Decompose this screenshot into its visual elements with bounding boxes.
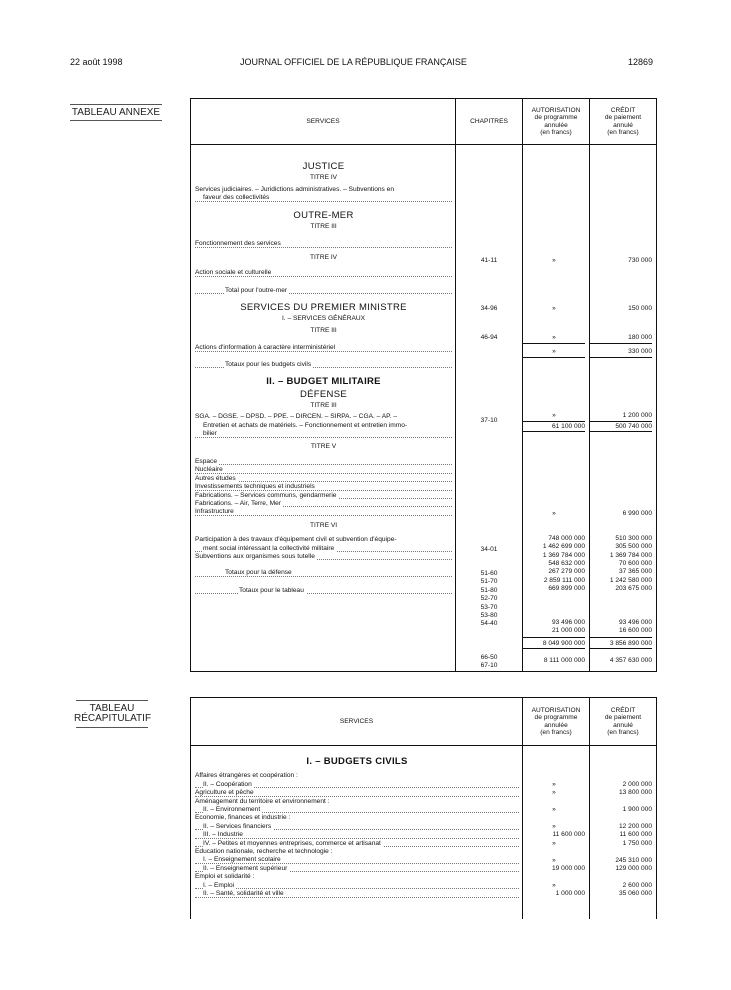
- annexe-services-col: JUSTICE TITRE IV Services judiciaires. – Juridictions administratives. – Subventions en faveur des collectivités OUTRE-MER TITRE III Fonctionnement des services TITRE IV Action sociale et culturelle Total pour l'outre-mer SERVICES DU PREMIER MINISTRE I. – SERVICES GÉNÉRAUX TITRE III Actions d'information à caractère interministériel Totaux pour les budgets civils II. – BUDGET MILITAIRE DÉFENSE TITRE III SGA. – DGSE. – DPSD. – PPE. – DIRCEN. – SIRPA. – CGA. – AP. – Entretien et achats de matériels. – Fonctionnement et entretien immo- bilier TITRE V Espace Nucléaire Autres études Investissements techniques et industriels Fabrications. – Services communs, gendarmerie Fabrications. – Air, Terre, Mer Infrastructure TITRE VI Participation à des travaux d'équipement civil et subvention d'équipe- ment social intéressant la collectivité militaire Subventions aux organismes sous tutelle Totaux pour la défense Totaux pour le tableau: [191, 145, 456, 672]
- recap-table: [190, 697, 657, 919]
- list-item: II. – Coopération: [195, 781, 519, 789]
- list-item: Fabrications. – Services communs, gendarmerie: [195, 492, 452, 500]
- annexe-side-rule-bottom: [70, 120, 162, 121]
- page-date: 22 août 1998: [70, 57, 123, 67]
- list-item: Espace: [195, 458, 452, 466]
- recap-autorisation-col: » » » » 11 600 000 » » 19 000 000 » 1 000 000: [523, 746, 590, 919]
- page-number: 12869: [628, 57, 654, 67]
- annexe-body-row: [191, 145, 657, 672]
- list-item: Fabrications. – Air, Terre, Mer: [195, 500, 452, 508]
- recap-credit-col: 2 000 000 13 800 000 1 900 000 12 200 000 11 600 000 1 750 000 245 310 000 129 000 000 2 600 000 35 060 000: [590, 746, 657, 919]
- list-item: II. – Santé, solidarité et ville: [195, 890, 519, 898]
- list-item: Autres études: [195, 475, 452, 483]
- list-item: II. – Services financiers: [195, 823, 519, 831]
- recap-col-credit: CRÉDIT de paiement annulé (en francs): [590, 698, 657, 746]
- recap-col-services: SERVICES: [191, 698, 523, 746]
- list-item: I. – Enseignement scolaire: [195, 856, 519, 864]
- list-item: Infrastructure: [195, 508, 452, 516]
- annexe-autorisation-col: » » » » » 61 100 000 » 748 000 000 1 462 699 000 1 369 784 000 548 632 000 267 279 000 2 859 111 000 669 899 000 93 496 000 21 000 000 8 049 900 000 8 111 000 000: [523, 145, 590, 672]
- annexe-table: [190, 98, 657, 672]
- list-item: I. – Emploi: [195, 882, 519, 890]
- col-credit: CRÉDIT de paiement annulé (en francs): [590, 99, 657, 145]
- recap-col-autorisation: AUTORISATION de programme annulée (en francs): [523, 698, 590, 746]
- list-item: Investissements techniques et industriels: [195, 483, 452, 491]
- annexe-header-row: [191, 99, 657, 145]
- recap-body-row: [191, 746, 657, 919]
- section-outremer: OUTRE-MER: [293, 209, 354, 221]
- recap-header-row: [191, 698, 657, 746]
- annexe-chapitres-col: 41-11 34-96 46-94 37-10 34-01 51-60 51-70 51-80 52-70 53-70 53-80 54-40 66-50 67-10: [456, 145, 523, 672]
- annexe-credit-col: 730 000 150 000 180 000 330 000 1 200 000 500 740 000 6 990 000 510 300 000 305 500 000 1 369 784 000 70 600 000 37 365 000 1 242 580 000 203 675 000 93 496 000 16 600 000 3 856 890 000 4 357 630 000: [590, 145, 657, 672]
- section-justice: JUSTICE: [302, 161, 345, 172]
- section-budget-militaire: II. – BUDGET MILITAIRE: [266, 376, 381, 388]
- col-services: SERVICES: [191, 99, 456, 145]
- list-item: Agriculture et pêche: [195, 789, 519, 797]
- list-item: II. – Environnement: [195, 806, 519, 814]
- annexe-side-rule-top: [70, 104, 162, 105]
- recap-side-label-2: RÉCAPITULATIF: [74, 713, 152, 724]
- list-item: IV. – Petites et moyennes entreprises, commerce et artisanat: [195, 840, 519, 848]
- list-item: III. – Industrie: [195, 831, 519, 839]
- col-chapitres: CHAPITRES: [456, 99, 523, 145]
- col-autorisation: AUTORISATION de programme annulée (en francs): [523, 99, 590, 145]
- section-premier-ministre: SERVICES DU PREMIER MINISTRE: [240, 302, 407, 314]
- recap-side-label-1: TABLEAU: [89, 703, 135, 714]
- recap-services-col: I. – BUDGETS CIVILS Affaires étrangères et coopération : II. – Coopération Agriculture et pêche Aménagement du territoire et environnement : II. – Environnement Economie, finances et industrie : II. – Services financiers III. – Industrie IV. – Petites et moyennes entreprises, commerce et artisanat Education nationale, recherche et technologie : I. – Enseignement scolaire II. – Enseignement supérieur Emploi et solidarité : I. – Emploi II. – Santé, solidarité et ville: [191, 746, 523, 919]
- section-budgets-civils: I. – BUDGETS CIVILS: [306, 756, 408, 767]
- journal-title: JOURNAL OFFICIEL DE LA RÉPUBLIQUE FRANÇAISE: [240, 57, 467, 67]
- list-item: II. – Enseignement supérieur: [195, 865, 519, 873]
- list-item: Nucléaire: [195, 466, 452, 474]
- annexe-side-label: TABLEAU ANNEXE: [71, 107, 161, 118]
- recap-side-rule-bottom: [76, 727, 148, 728]
- recap-side-rule-top: [76, 700, 148, 701]
